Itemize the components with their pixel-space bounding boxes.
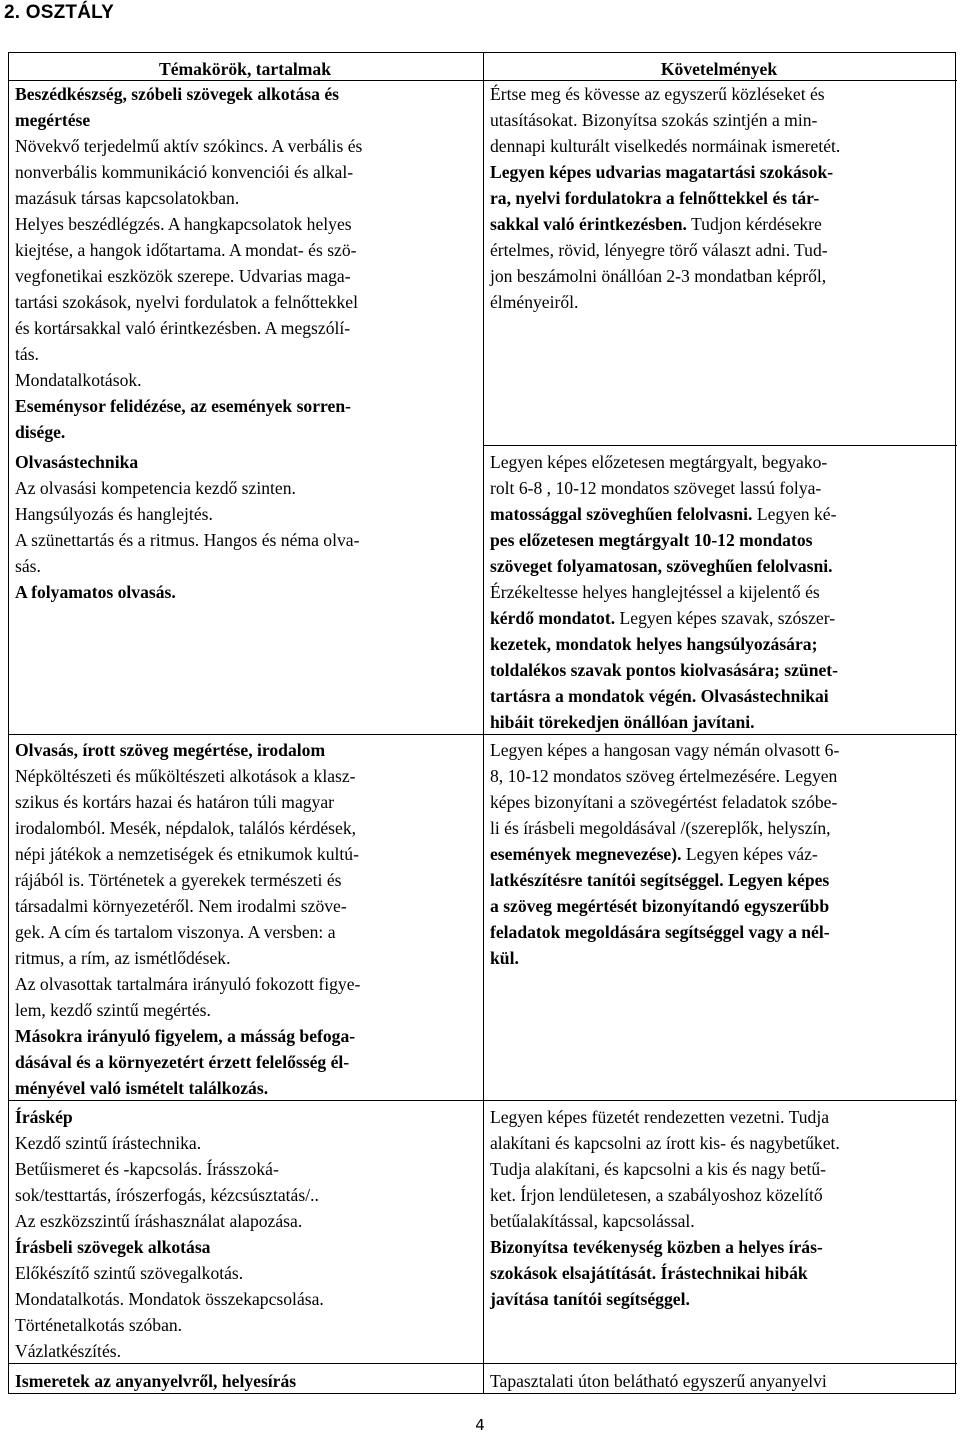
right-s2-line-6 [490,605,838,631]
right-s3-line-3: li és írásbeli megoldásával /(szereplők, helyszín, [490,818,831,838]
left-section-writing [15,1104,324,1364]
left-s3-line-2: szikus és kortárs hazai és határon túli magyar [15,792,335,812]
left-s4-line-1: Kezdő szintű írástechnika. [15,1133,202,1153]
right-s3-line-1: 8, 10-12 mondatos szöveg értelmezésére. Legyen [490,766,838,786]
left-s3-line-13: ményével való ismételt találkozás. [15,1078,269,1098]
right-s3-line-0: Legyen képes a hangosan vagy némán olvasott 6- [490,740,840,760]
left-s4-line-2: Betűismeret és -kapcsolás. Írásszoká- [15,1159,279,1179]
left-section-speaking [15,81,362,445]
left-s4-line-0: Íráskép [15,1107,73,1127]
right-s2-line-10: hibáit törekedjen önállóan javítani. [490,712,755,732]
left-s2-line-5: A folyamatos olvasás. [15,582,176,602]
right-s3-line-6: a szöveg megértését bizonyítandó egyszerűbb [490,896,830,916]
row-divider-right-1 [483,445,957,446]
text-run: matossággal szöveghűen felolvasni. [490,504,753,524]
left-s3-line-4: népi játékok a nemzetiségek és etnikumok kultú- [15,844,359,864]
right-s1-line-6: értelmes, rövid, lényegre törő választ adni. Tud- [490,240,828,260]
text-run: Legyen ké- [752,504,837,524]
left-s1-line-12: Eseménysor felidézése, az események sorren- [15,396,351,416]
left-s4-line-4: Az eszközszintű íráshasználat alapozása. [15,1211,303,1231]
right-s4-line-6: szokások elsajátítását. Írástechnikai hibák [490,1263,808,1283]
right-s4-line-2: Tudja alakítani, és kapcsolni a kis és nagy betű- [490,1159,827,1179]
left-section-reading-comprehension [15,737,360,1101]
right-s3-line-4 [490,841,839,867]
left-s1-line-8: tartási szokások, nyelvi fordulatok a felnőttekkel [15,292,358,312]
right-s2-line-5: Érzékeltesse helyes hanglejtéssel a kijelentő és [490,582,820,602]
right-s4-line-7: javítása tanítói segítséggel. [490,1289,690,1309]
right-s1-line-1: utasításokat. Bizonyítsa szokás szintjén a min- [490,110,818,130]
page-number: 4 [475,1416,485,1434]
left-s3-line-9: Az olvasottak tartalmára irányuló fokozott figye- [15,974,361,994]
right-s3-line-8: kül. [490,948,519,968]
right-s1-line-0: Értse meg és kövesse az egyszerű közléseket és [490,84,825,104]
left-s1-line-13: disége. [15,422,66,442]
text-run: események megnevezése). [490,844,682,864]
right-section-writing [490,1104,840,1312]
left-s1-line-1: megértése [15,110,91,130]
left-s1-line-4: mazásuk társas kapcsolatokban. [15,188,240,208]
right-s3-line-2: képes bizonyítani a szövegértést feladatok szóbe- [490,792,838,812]
left-s3-line-12: dásával és a környezetért érzett felelősség él- [15,1052,350,1072]
left-section-reading-technique [15,449,359,605]
left-s2-line-1: Az olvasási kompetencia kezdő szinten. [15,478,296,498]
right-s2-line-3: pes előzetesen megtárgyalt 10-12 mondatos [490,530,813,550]
left-s1-line-2: Növekvő terjedelmű aktív szókincs. A verbális és [15,136,363,156]
left-s3-line-8: ritmus, a rím, az ismétlődések. [15,948,231,968]
right-s1-line-5 [490,211,840,237]
left-s2-line-2: Hangsúlyozás és hanglejtés. [15,504,213,524]
column-header-topics: Témakörök, tartalmak [158,59,331,79]
left-s1-line-0: Beszédkészség, szóbeli szövegek alkotása és [15,84,339,104]
right-s4-line-0: Legyen képes füzetét rendezetten vezetni. Tudja [490,1107,830,1127]
left-s1-line-5: Helyes beszédlégzés. A hangkapcsolatok helyes [15,214,352,234]
left-section-mother-tongue [15,1368,296,1394]
right-s4-line-4: betűalakítással, kapcsolással. [490,1211,695,1231]
left-s3-line-0: Olvasás, írott szöveg megértése, irodalom [15,740,326,760]
right-s4-line-1: alakítani és kapcsolni az írott kis- és nagybetűket. [490,1133,840,1153]
left-s4-line-9: Vázlatkészítés. [15,1341,122,1361]
left-s4-line-8: Történetalkotás szóban. [15,1315,183,1335]
left-s3-line-10: lem, kezdő szintű megértés. [15,1000,211,1020]
left-s3-line-11: Másokra irányuló figyelem, a másság befoga- [15,1026,356,1046]
right-s2-line-0: Legyen képes előzetesen megtárgyalt, begyako- [490,452,828,472]
left-s2-line-4: sás. [15,556,41,576]
column-divider [483,53,484,1393]
right-s4-line-3: ket. Írjon lendületesen, a szabályoshoz közelítő [490,1185,823,1205]
right-s3-line-5: latkészítésre tanítói segítséggel. Legyen képes [490,870,830,890]
text-run: kérdő mondatot. [490,608,616,628]
right-s2-line-7: kezetek, mondatok helyes hangsúlyozására; [490,634,818,654]
left-s3-line-7: gek. A cím és tartalom viszonya. A versben: a [15,922,336,942]
left-s1-line-9: és kortársakkal való érintkezésben. A megszólí- [15,318,351,338]
right-s1-line-7: jon beszámolni önállóan 2-3 mondatban képről, [490,266,827,286]
left-s3-line-6: társadalmi környezetéről. Nem irodalmi szöve- [15,896,347,916]
right-s4-line-5: Bizonyítsa tevékenység közben a helyes írás- [490,1237,823,1257]
right-s1-line-3: Legyen képes udvarias magatartási szokások- [490,162,834,182]
left-s1-line-7: vegfonetikai eszközök szerepe. Udvarias maga- [15,266,351,286]
left-s2-line-0: Olvasástechnika [15,452,139,472]
left-s3-line-1: Népköltészeti és műköltészeti alkotások a klasz- [15,766,356,786]
text-run: Tudjon kérdésekre [686,214,822,234]
left-s3-line-5: rájából is. Történetek a gyerekek természeti és [15,870,342,890]
text-run: Legyen képes szavak, szószer- [615,608,836,628]
left-s4-line-3: sok/testtartás, írószerfogás, kézcsúsztatás/.. [15,1185,319,1205]
left-s2-line-3: A szünettartás és a ritmus. Hangos és néma olva- [15,530,360,550]
right-s3-line-7: feladatok megoldására segítséggel vagy a nél- [490,922,830,942]
left-s4-line-5: Írásbeli szövegek alkotása [15,1237,211,1257]
text-run: Legyen képes váz- [681,844,818,864]
page-heading: 2. OSZTÁLY [4,2,115,23]
right-section-reading-comprehension [490,737,839,971]
right-s1-line-4: ra, nyelvi fordulatokra a felnőttekkel és tár- [490,188,820,208]
left-s5-line-0: Ismeretek az anyanyelvről, helyesírás [15,1371,297,1391]
left-s1-line-6: kiejtése, a hangok időtartama. A mondat- és szö- [15,240,357,260]
column-header-requirements: Követelmények [660,59,778,79]
left-s1-line-11: Mondatalkotások. [15,370,142,390]
left-s1-line-3: nonverbális kommunikáció konvenciói és alkal- [15,162,354,182]
left-s4-line-7: Mondatalkotás. Mondatok összekapcsolása. [15,1289,324,1309]
right-s5-line-0: Tapasztalati úton belátható egyszerű anyanyelvi [490,1371,827,1391]
left-s4-line-6: Előkészítő szintű szövegalkotás. [15,1263,244,1283]
right-s2-line-4: szöveget folyamatosan, szöveghűen felolvasni. [490,556,833,576]
right-s1-line-2: dennapi kulturált viselkedés normáinak ismeretét. [490,136,841,156]
left-s1-line-10: tás. [15,344,39,364]
right-section-mother-tongue [490,1368,827,1394]
right-s2-line-9: tartásra a mondatok végén. Olvasástechnikai [490,686,829,706]
left-s3-line-3: irodalomból. Mesék, népdalok, találós kérdések, [15,818,357,838]
right-s2-line-2 [490,501,838,527]
right-section-speaking [490,81,840,315]
right-s2-line-8: toldalékos szavak pontos kiolvasására; szünet- [490,660,839,680]
text-run: sakkal való érintkezésben. [490,214,687,234]
right-s1-line-8: élményeiről. [490,292,579,312]
right-s2-line-1: rolt 6-8 , 10-12 mondatos szöveget lassú folya- [490,478,822,498]
right-section-reading-technique [490,449,838,735]
